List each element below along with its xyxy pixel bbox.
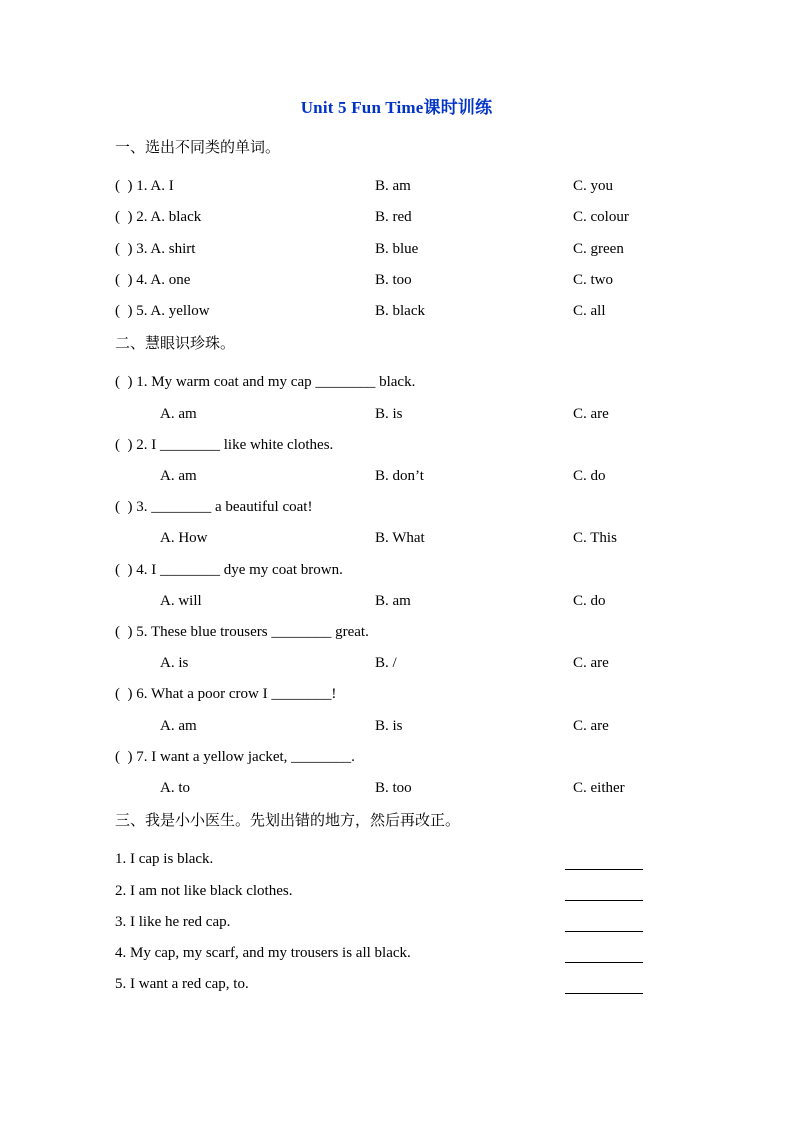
options-row bbox=[115, 399, 678, 430]
question-text: ( ) 3. ________ a beautiful coat! bbox=[115, 499, 313, 516]
choice-c: C. are bbox=[573, 717, 609, 734]
options-row bbox=[115, 461, 678, 492]
sentence-text: 5. I want a red cap, to. bbox=[115, 976, 249, 993]
choice-c: C. colour bbox=[573, 209, 629, 226]
choice-b: B. don’t bbox=[375, 468, 424, 485]
choice-a: A. am bbox=[160, 405, 197, 422]
options-row bbox=[115, 523, 678, 554]
choice-c: C. are bbox=[573, 405, 609, 422]
choice-b: B. am bbox=[375, 592, 411, 609]
options-row bbox=[115, 773, 678, 804]
question-row bbox=[115, 171, 678, 202]
choice-a: A. am bbox=[160, 717, 197, 734]
choice-a: ( ) 5. A. yellow bbox=[115, 303, 210, 320]
options-row bbox=[115, 586, 678, 617]
answer-blank-line bbox=[565, 869, 643, 870]
question-row bbox=[115, 234, 678, 265]
question-text: ( ) 5. These blue trousers ________ great. bbox=[115, 624, 369, 641]
answer-blank-line bbox=[565, 993, 643, 994]
sentence-text: 3. I like he red cap. bbox=[115, 913, 231, 930]
correction-row bbox=[115, 844, 678, 875]
choice-a: ( ) 1. A. I bbox=[115, 178, 174, 195]
sentence-text: 1. I cap is black. bbox=[115, 851, 214, 868]
choice-c: C. either bbox=[573, 780, 625, 797]
sentence-text: 2. I am not like black clothes. bbox=[115, 882, 293, 899]
choice-b: B. too bbox=[375, 271, 412, 288]
question-text: ( ) 1. My warm coat and my cap ________ black. bbox=[115, 374, 416, 391]
choice-c: C. do bbox=[573, 468, 606, 485]
question-row bbox=[115, 296, 678, 327]
question-row bbox=[115, 265, 678, 296]
answer-blank-line bbox=[565, 900, 643, 901]
correction-row bbox=[115, 969, 678, 1000]
choice-b: B. black bbox=[375, 303, 425, 320]
choice-a: A. How bbox=[160, 530, 208, 547]
choice-a: ( ) 2. A. black bbox=[115, 209, 202, 226]
options-row bbox=[115, 711, 678, 742]
question-text: ( ) 6. What a poor crow I ________! bbox=[115, 686, 337, 703]
question-row bbox=[115, 202, 678, 233]
choice-a: A. is bbox=[160, 655, 189, 672]
choice-c: C. This bbox=[573, 530, 617, 547]
correction-row bbox=[115, 907, 678, 938]
correction-row bbox=[115, 876, 678, 907]
choice-b: B. What bbox=[375, 530, 425, 547]
section1-heading: 一、选出不同类的单词。 bbox=[115, 140, 281, 156]
page-title: Unit 5 Fun Time课时训练 bbox=[300, 98, 493, 117]
choice-a: A. am bbox=[160, 468, 197, 485]
choice-c: C. you bbox=[573, 178, 614, 195]
section2-heading: 二、慧眼识珍珠。 bbox=[115, 336, 236, 353]
choice-b: B. too bbox=[375, 780, 412, 797]
question-text: ( ) 2. I ________ like white clothes. bbox=[115, 436, 334, 453]
correction-row bbox=[115, 938, 678, 969]
section3-heading: 三、我是小小医生。先划出错的地方，然后再改正。 bbox=[115, 813, 461, 830]
choice-b: B. blue bbox=[375, 240, 419, 257]
choice-b: B. am bbox=[375, 178, 411, 195]
choice-c: C. all bbox=[573, 303, 606, 320]
choice-c: C. do bbox=[573, 592, 606, 609]
sentence-text: 4. My cap, my scarf, and my trousers is all black. bbox=[115, 945, 411, 962]
options-row bbox=[115, 648, 678, 679]
choice-a: A. will bbox=[160, 592, 202, 609]
choice-a: ( ) 4. A. one bbox=[115, 271, 191, 288]
answer-blank-line bbox=[565, 962, 643, 963]
choice-b: B. / bbox=[375, 655, 397, 672]
choice-c: C. green bbox=[573, 240, 624, 257]
answer-blank-line bbox=[565, 931, 643, 932]
choice-b: B. red bbox=[375, 209, 412, 226]
choice-a: A. to bbox=[160, 780, 190, 797]
choice-c: C. two bbox=[573, 271, 614, 288]
question-text: ( ) 4. I ________ dye my coat brown. bbox=[115, 561, 343, 578]
question-text: ( ) 7. I want a yellow jacket, ________. bbox=[115, 748, 355, 765]
choice-b: B. is bbox=[375, 405, 403, 422]
choice-c: C. are bbox=[573, 655, 609, 672]
choice-b: B. is bbox=[375, 717, 403, 734]
choice-a: ( ) 3. A. shirt bbox=[115, 240, 196, 257]
